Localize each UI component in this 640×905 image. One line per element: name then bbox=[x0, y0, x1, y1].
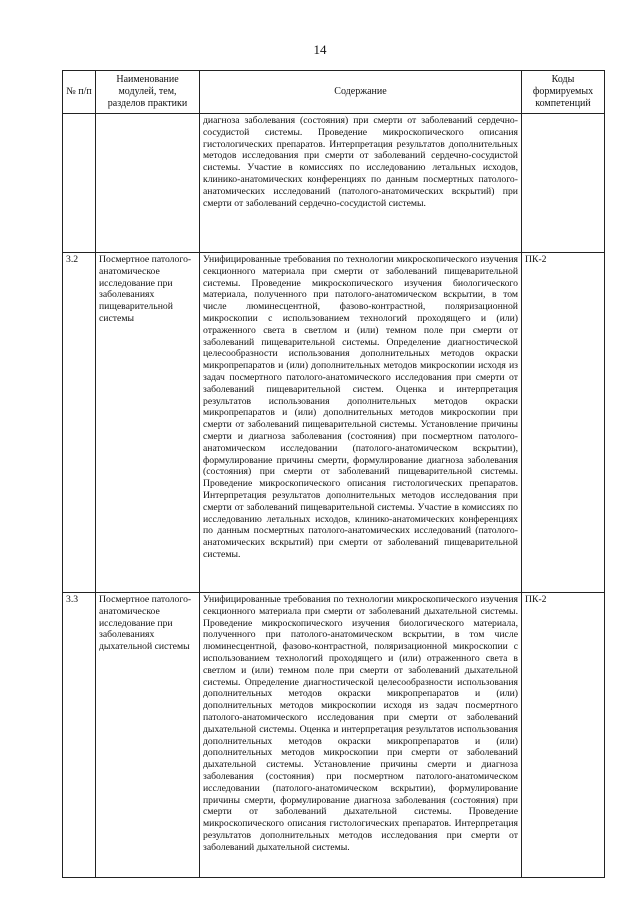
header-codes: Коды формируемых компетенций bbox=[522, 71, 605, 114]
table-row bbox=[63, 114, 605, 253]
row-content: Унифицированные требования по технологии микроскопического изучения секционного материала при смерти от заболеваний дыхательной системы. Проведение микроскопического изучения биологического материала, полученного при патолого-анатомическом вскрытии, в том числе люминесцентной, фазово-контрастной, поляризационной микроскопии с использованием технологий проходящего и (или) отраженного света в светлом и (или) темном поле при смерти от заболеваний дыхательной системы. Определение диагностической целесообразности использования дополнительных методов окраски микропрепаратов и (или) дополнительных методов микроскопии исходя из задач посмертного патолого-анатомического исследования при смерти от заболеваний дыхательной системы. Оценка и интерпретация результатов использования дополнительных методов окраски микропрепаратов и (или) дополнительных методов микроскопии при смерти от заболеваний дыхательной системы. Установление причины смерти и диагноза заболевания (состояния) при посмертном патолого-анатомическом исследовании (патолого-анатомическом вскрытии), формулирование причины смерти, формулирование диагноза заболевания (состояния) при смерти от заболеваний дыхательной системы. Проведение микроскопического описания гистологических препаратов. Интерпретация результатов дополнительных методов исследования при смерти от заболеваний дыхательной системы. bbox=[200, 593, 522, 878]
row-name: Посмертное патолого-анатомическое исследование при заболеваниях дыхательной системы bbox=[96, 593, 200, 878]
table-row bbox=[63, 253, 605, 593]
table-header-row bbox=[63, 71, 605, 114]
row-codes: ПК-2 bbox=[522, 253, 605, 593]
row-content: Унифицированные требования по технологии микроскопического изучения секционного материала при смерти от заболеваний пищеварительной системы. Проведение микроскопического изучения биологического материала, полученного при патолого-анатомическом вскрытии, в том числе люминесцентной, фазово-контрастной, поляризационной микроскопии с использованием технологий проходящего и (или) отраженного света в светлом и (или) темном поле при смерти от заболеваний пищеварительной системы. Определение диагностической целесообразности использования дополнительных методов окраски микропрепаратов и (или) дополнительных методов микроскопии исходя из задач посмертного патолого-анатомического исследования при смерти от заболеваний пищеварительной систем. Оценка и интерпретация результатов использования дополнительных методов окраски микропрепаратов и (или) дополнительных методов микроскопии при смерти от заболеваний пищеварительной системы. Установление причины смерти и диагноза заболевания (состояния) при посмертном патолого-анатомическом исследовании (патолого-анатомическом вскрытии), формулирование причины смерти, формулирование диагноза заболевания (состояния) при смерти от заболеваний пищеварительной системы. Проведение микроскопического описания гистологических препаратов. Интерпретация результатов дополнительных методов исследования при смерти от заболеваний пищеварительной системы. Участие в комиссиях по исследованию летальных исходов, клинико-анатомических конференциях по данным посмертных патолого-анатомических исследований (патолого-анатомических вскрытий) при смерти от заболеваний пищеварительной системы. bbox=[200, 253, 522, 593]
table-row bbox=[63, 593, 605, 878]
header-name: Наименование модулей, тем, разделов практики bbox=[96, 71, 200, 114]
row-name bbox=[96, 114, 200, 253]
row-number bbox=[63, 114, 96, 253]
row-name: Посмертное патолого-анатомическое исследование при заболеваниях пищеварительной системы bbox=[96, 253, 200, 593]
page-number: 14 bbox=[313, 42, 327, 57]
header-content: Содержание bbox=[200, 71, 522, 114]
row-content: диагноза заболевания (состояния) при смерти от заболеваний сердечно-сосудистой системы. Проведение микроскопического описания гистологических препаратов. Интерпретация результатов дополнительных методов исследования при смерти от заболеваний сердечно-сосудистой системы. Участие в комиссиях по исследованию летальных исходов, клинико-анатомических конференциях по данным посмертных патолого-анатомических исследований (патолого-анатомических вскрытий) при смерти от заболеваний сердечно-сосудистой системы. bbox=[200, 114, 522, 253]
row-number: 3.2 bbox=[63, 253, 96, 593]
header-number: № п/п bbox=[63, 71, 96, 114]
curriculum-table bbox=[62, 70, 605, 878]
row-codes bbox=[522, 114, 605, 253]
row-codes: ПК-2 bbox=[522, 593, 605, 878]
row-number: 3.3 bbox=[63, 593, 96, 878]
